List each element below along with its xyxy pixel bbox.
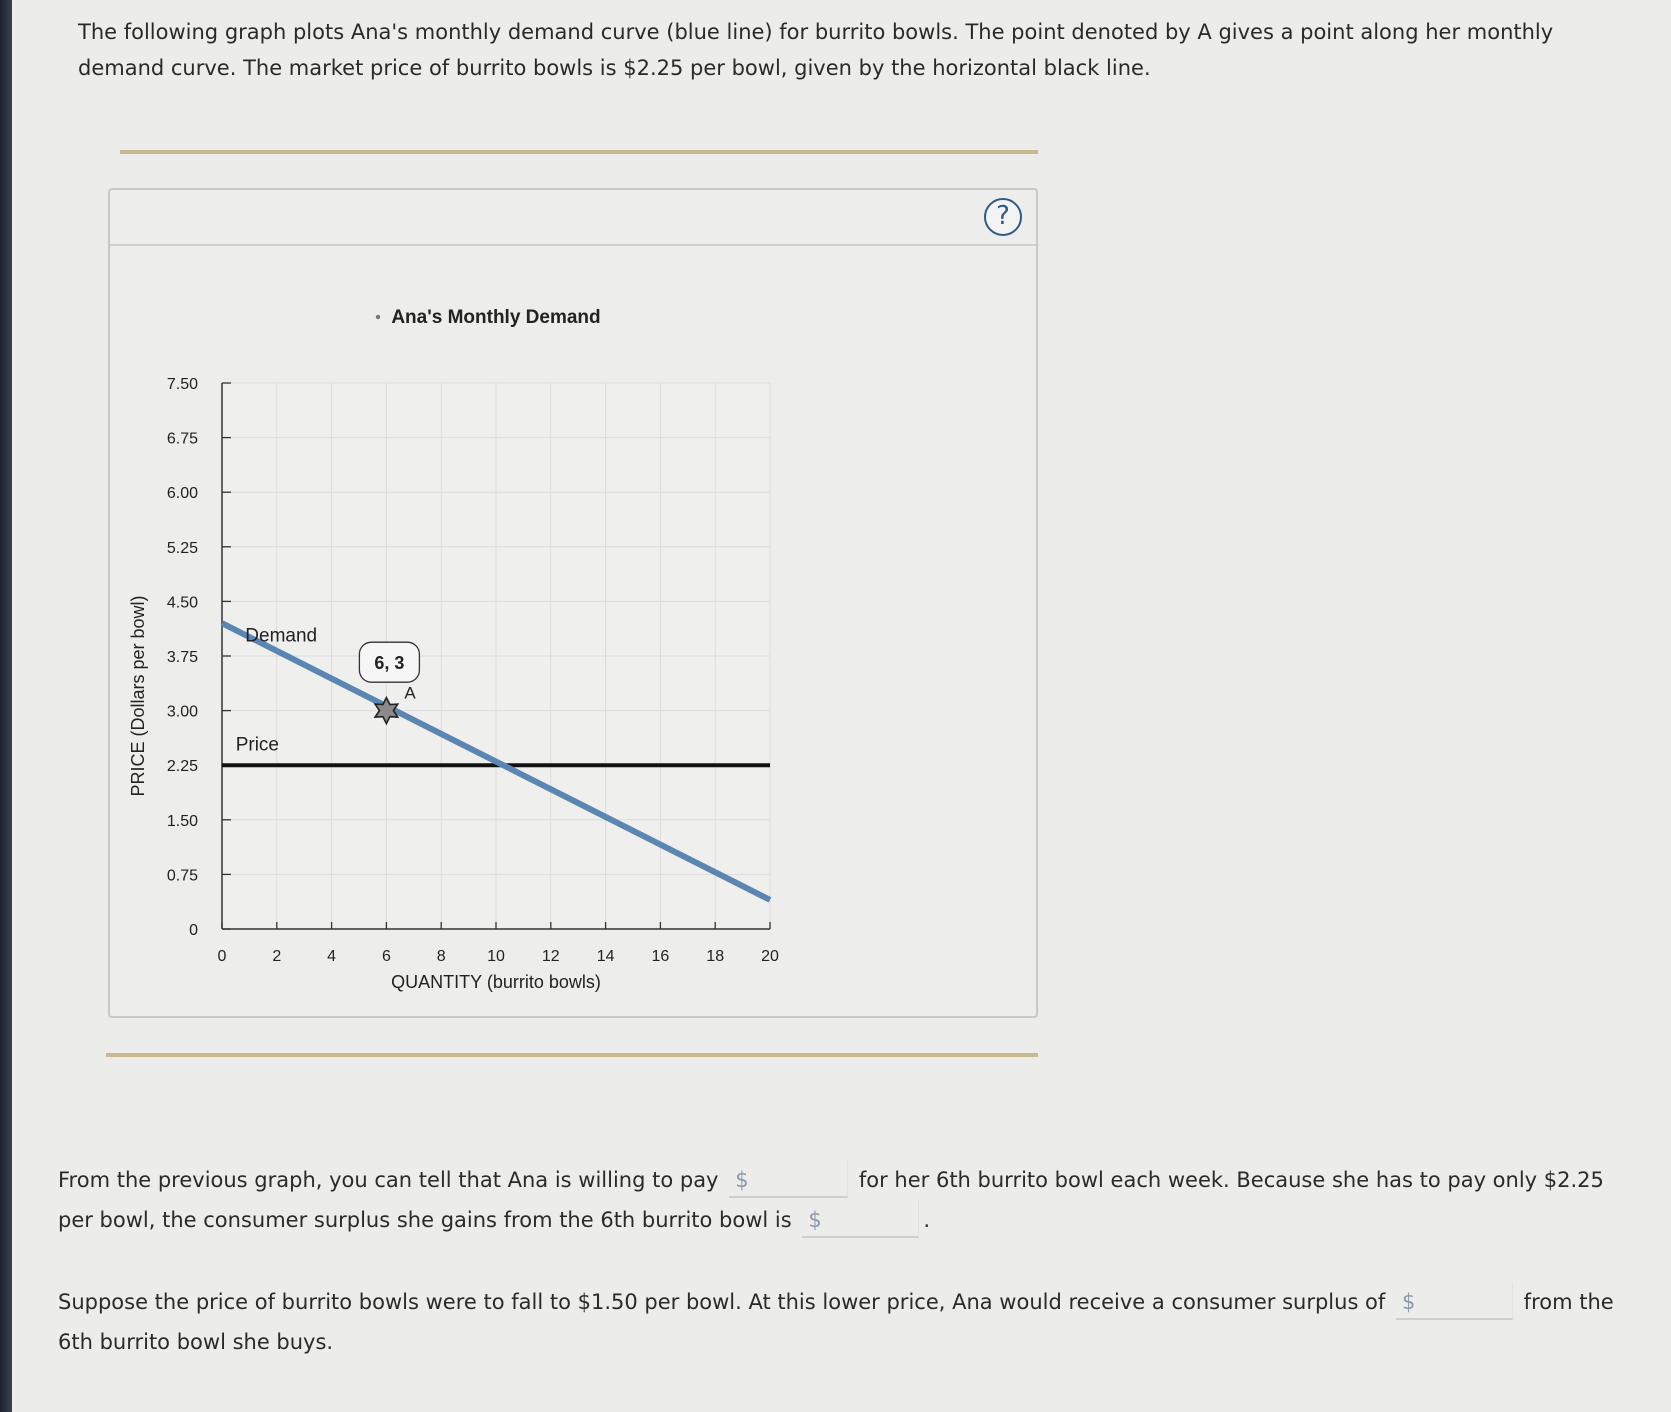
- consumer-surplus-field[interactable]: [802, 1200, 919, 1238]
- demand-label: Demand: [245, 625, 318, 647]
- question-2-text-a: Suppose the price of burrito bowls were to fall to $1.50 per bowl. At this lower price, Ana would receive a consumer surplus of: [58, 1290, 1386, 1314]
- y-tick-label: 6.75: [166, 430, 198, 448]
- point-a-label: A: [404, 683, 416, 703]
- y-tick-label: 7.50: [166, 376, 198, 393]
- x-tick-label: 8: [436, 948, 446, 965]
- question-1: [58, 1160, 1638, 1240]
- y-tick-label: 2.25: [166, 758, 198, 776]
- y-axis-label: PRICE (Dollars per bowl): [128, 595, 148, 797]
- x-tick-label: 2: [272, 948, 282, 965]
- y-tick-label: 0: [189, 922, 198, 939]
- x-tick-label: 20: [761, 948, 779, 965]
- x-tick-label: 0: [217, 948, 227, 965]
- x-tick-label: 10: [487, 948, 505, 965]
- x-tick-label: 12: [541, 948, 560, 965]
- help-icon[interactable]: ?: [984, 198, 1022, 236]
- graph-panel-header: [110, 190, 1036, 246]
- lower-price-surplus-input[interactable]: [1415, 1286, 1499, 1318]
- demand-chart: [110, 246, 1036, 1016]
- y-tick-label: 4.50: [166, 594, 198, 612]
- price-label: Price: [235, 734, 279, 756]
- title-bullet: [376, 315, 380, 319]
- willingness-to-pay-input[interactable]: [749, 1164, 833, 1196]
- x-tick-label: 14: [596, 948, 615, 965]
- question-2: [58, 1282, 1638, 1362]
- lower-price-surplus-field[interactable]: [1396, 1282, 1513, 1320]
- x-tick-label: 6: [381, 948, 391, 965]
- window-edge: [0, 0, 12, 1412]
- y-tick-label: 3.75: [166, 649, 198, 666]
- willingness-to-pay-field[interactable]: [729, 1160, 848, 1198]
- x-tick-label: 16: [651, 948, 670, 965]
- consumer-surplus-input[interactable]: [822, 1204, 906, 1236]
- point-tooltip-text: 6, 3: [374, 653, 405, 674]
- x-axis-label: QUANTITY (burrito bowls): [391, 972, 601, 992]
- y-tick-label: 6.00: [166, 485, 198, 503]
- y-tick-label: 5.25: [166, 539, 198, 557]
- currency-symbol: $: [735, 1168, 749, 1192]
- intro-text: The following graph plots Ana's monthly demand curve (blue line) for burrito bowls. The point denoted by A gives a point along her monthly demand curve. The market price of burrito bowls is $2.25 per bowl, given by the horizontal black line.: [78, 20, 1554, 80]
- question-1-end: .: [923, 1208, 931, 1232]
- currency-symbol: $: [1401, 1290, 1416, 1314]
- question-1-text-b: for her 6th burrito bowl each week. Because she has to pay only $2.25 per bowl, the consumer surplus she gains from the 6th burrito bowl is: [58, 1168, 1604, 1232]
- top-divider: [120, 150, 1038, 154]
- x-tick-label: 4: [327, 948, 337, 965]
- graph-panel: [108, 188, 1038, 1018]
- bottom-divider: [106, 1053, 1038, 1057]
- y-tick-label: 1.50: [166, 812, 198, 830]
- y-tick-label: 0.75: [166, 867, 198, 885]
- y-tick-label: 3.00: [166, 703, 198, 721]
- chart-title: Ana's Monthly Demand: [391, 307, 601, 328]
- x-tick-label: 18: [706, 948, 725, 965]
- currency-symbol: $: [808, 1208, 822, 1232]
- question-2-text-b: from the 6th burrito bowl she buys.: [58, 1290, 1614, 1354]
- question-1-text-a: From the previous graph, you can tell that Ana is willing to pay: [58, 1168, 719, 1192]
